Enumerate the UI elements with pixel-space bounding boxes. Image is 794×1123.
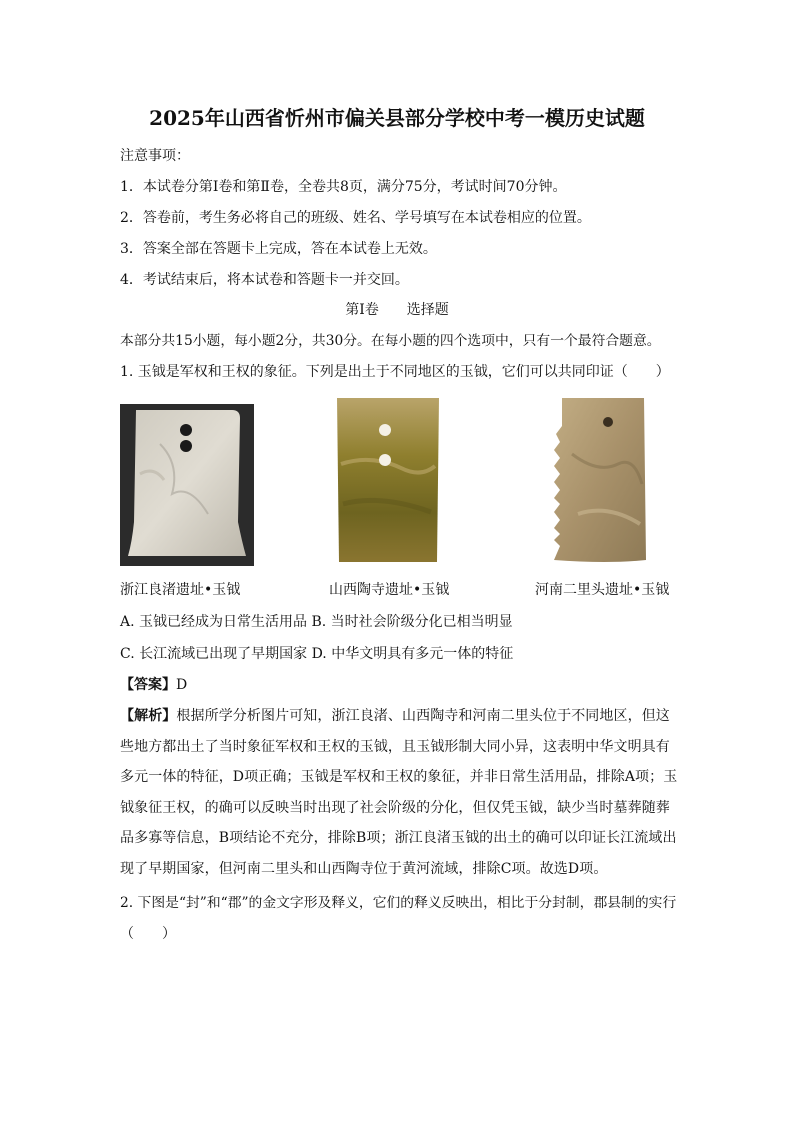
answer-label: 【答案】 bbox=[120, 677, 176, 693]
question-1-options: A. 玉钺已经成为日常生活用品 B. 当时社会阶级分化已相当明显 bbox=[120, 614, 513, 630]
analysis-label: 【解析】 bbox=[120, 708, 177, 724]
liangzhu-jade-yue-image bbox=[120, 404, 254, 566]
erlitou-jade-yue-image bbox=[548, 394, 650, 566]
page-title: 2025年山西省忻州市偏关县部分学校中考一模历史试题 bbox=[149, 106, 645, 130]
jade-axe-brown-icon bbox=[548, 394, 650, 566]
question-2-stem: （ ） bbox=[120, 926, 176, 942]
question-1-analysis bbox=[120, 701, 680, 884]
jade-axe-green-icon bbox=[331, 394, 445, 566]
image-caption: 浙江良渚遗址•玉钺 bbox=[120, 582, 241, 598]
question-1-options: C. 长江流域已出现了早期国家 D. 中华文明具有多元一体的特征 bbox=[120, 646, 514, 662]
note-item: 1．本试卷分第Ⅰ卷和第Ⅱ卷，全卷共8页，满分75分，考试时间70分钟。 bbox=[120, 179, 567, 195]
section-intro: 本部分共15小题，每小题2分，共30分。在每小题的四个选项中，只有一个最符合题意。 bbox=[120, 333, 661, 349]
question-1-stem: 1. 玉钺是军权和王权的象征。下列是出土于不同地区的玉钺，它们可以共同印证（ ） bbox=[120, 364, 670, 380]
section-title: 第Ⅰ卷 选择题 bbox=[345, 302, 449, 318]
question-2-stem: 2. 下图是“封”和“郡”的金文字形及释义，它们的释义反映出，相比于分封制，郡县制的实行 bbox=[120, 895, 677, 911]
question-1-answer bbox=[120, 675, 187, 695]
note-item: 2．答卷前，考生务必将自己的班级、姓名、学号填写在本试卷相应的位置。 bbox=[120, 210, 591, 226]
answer-value: D bbox=[176, 677, 188, 693]
note-item: 3．答案全部在答题卡上完成，答在本试卷上无效。 bbox=[120, 241, 437, 257]
image-caption: 山西陶寺遗址•玉钺 bbox=[329, 582, 450, 598]
notes-heading: 注意事项： bbox=[120, 148, 190, 164]
note-item: 4．考试结束后，将本试卷和答题卡一并交回。 bbox=[120, 272, 409, 288]
jade-axe-white-icon bbox=[120, 404, 254, 566]
analysis-text: 根据所学分析图片可知，浙江良渚、山西陶寺和河南二里头位于不同地区，但这些地方都出土了当时象征军权和王权的玉钺，且玉钺形制大同小异，这表明中华文明具有多元一体的特征，D项正确；玉钺是军权和王权的象征，并非日常生活用品，排除A项；玉钺象征王权，的确可以反映当时出现了社会阶级的分化，但仅凭玉钺，缺少当时墓葬随葬品多寡等信息，B项结论不充分，排除B项；浙江良渚玉钺的出土的确可以印证长江流域出现了早期国家，但河南二里头和山西陶寺位于黄河流域，排除C项。故选D项。 bbox=[120, 708, 678, 877]
image-caption: 河南二里头遗址•玉钺 bbox=[535, 582, 670, 598]
taosi-jade-yue-image bbox=[331, 394, 445, 566]
